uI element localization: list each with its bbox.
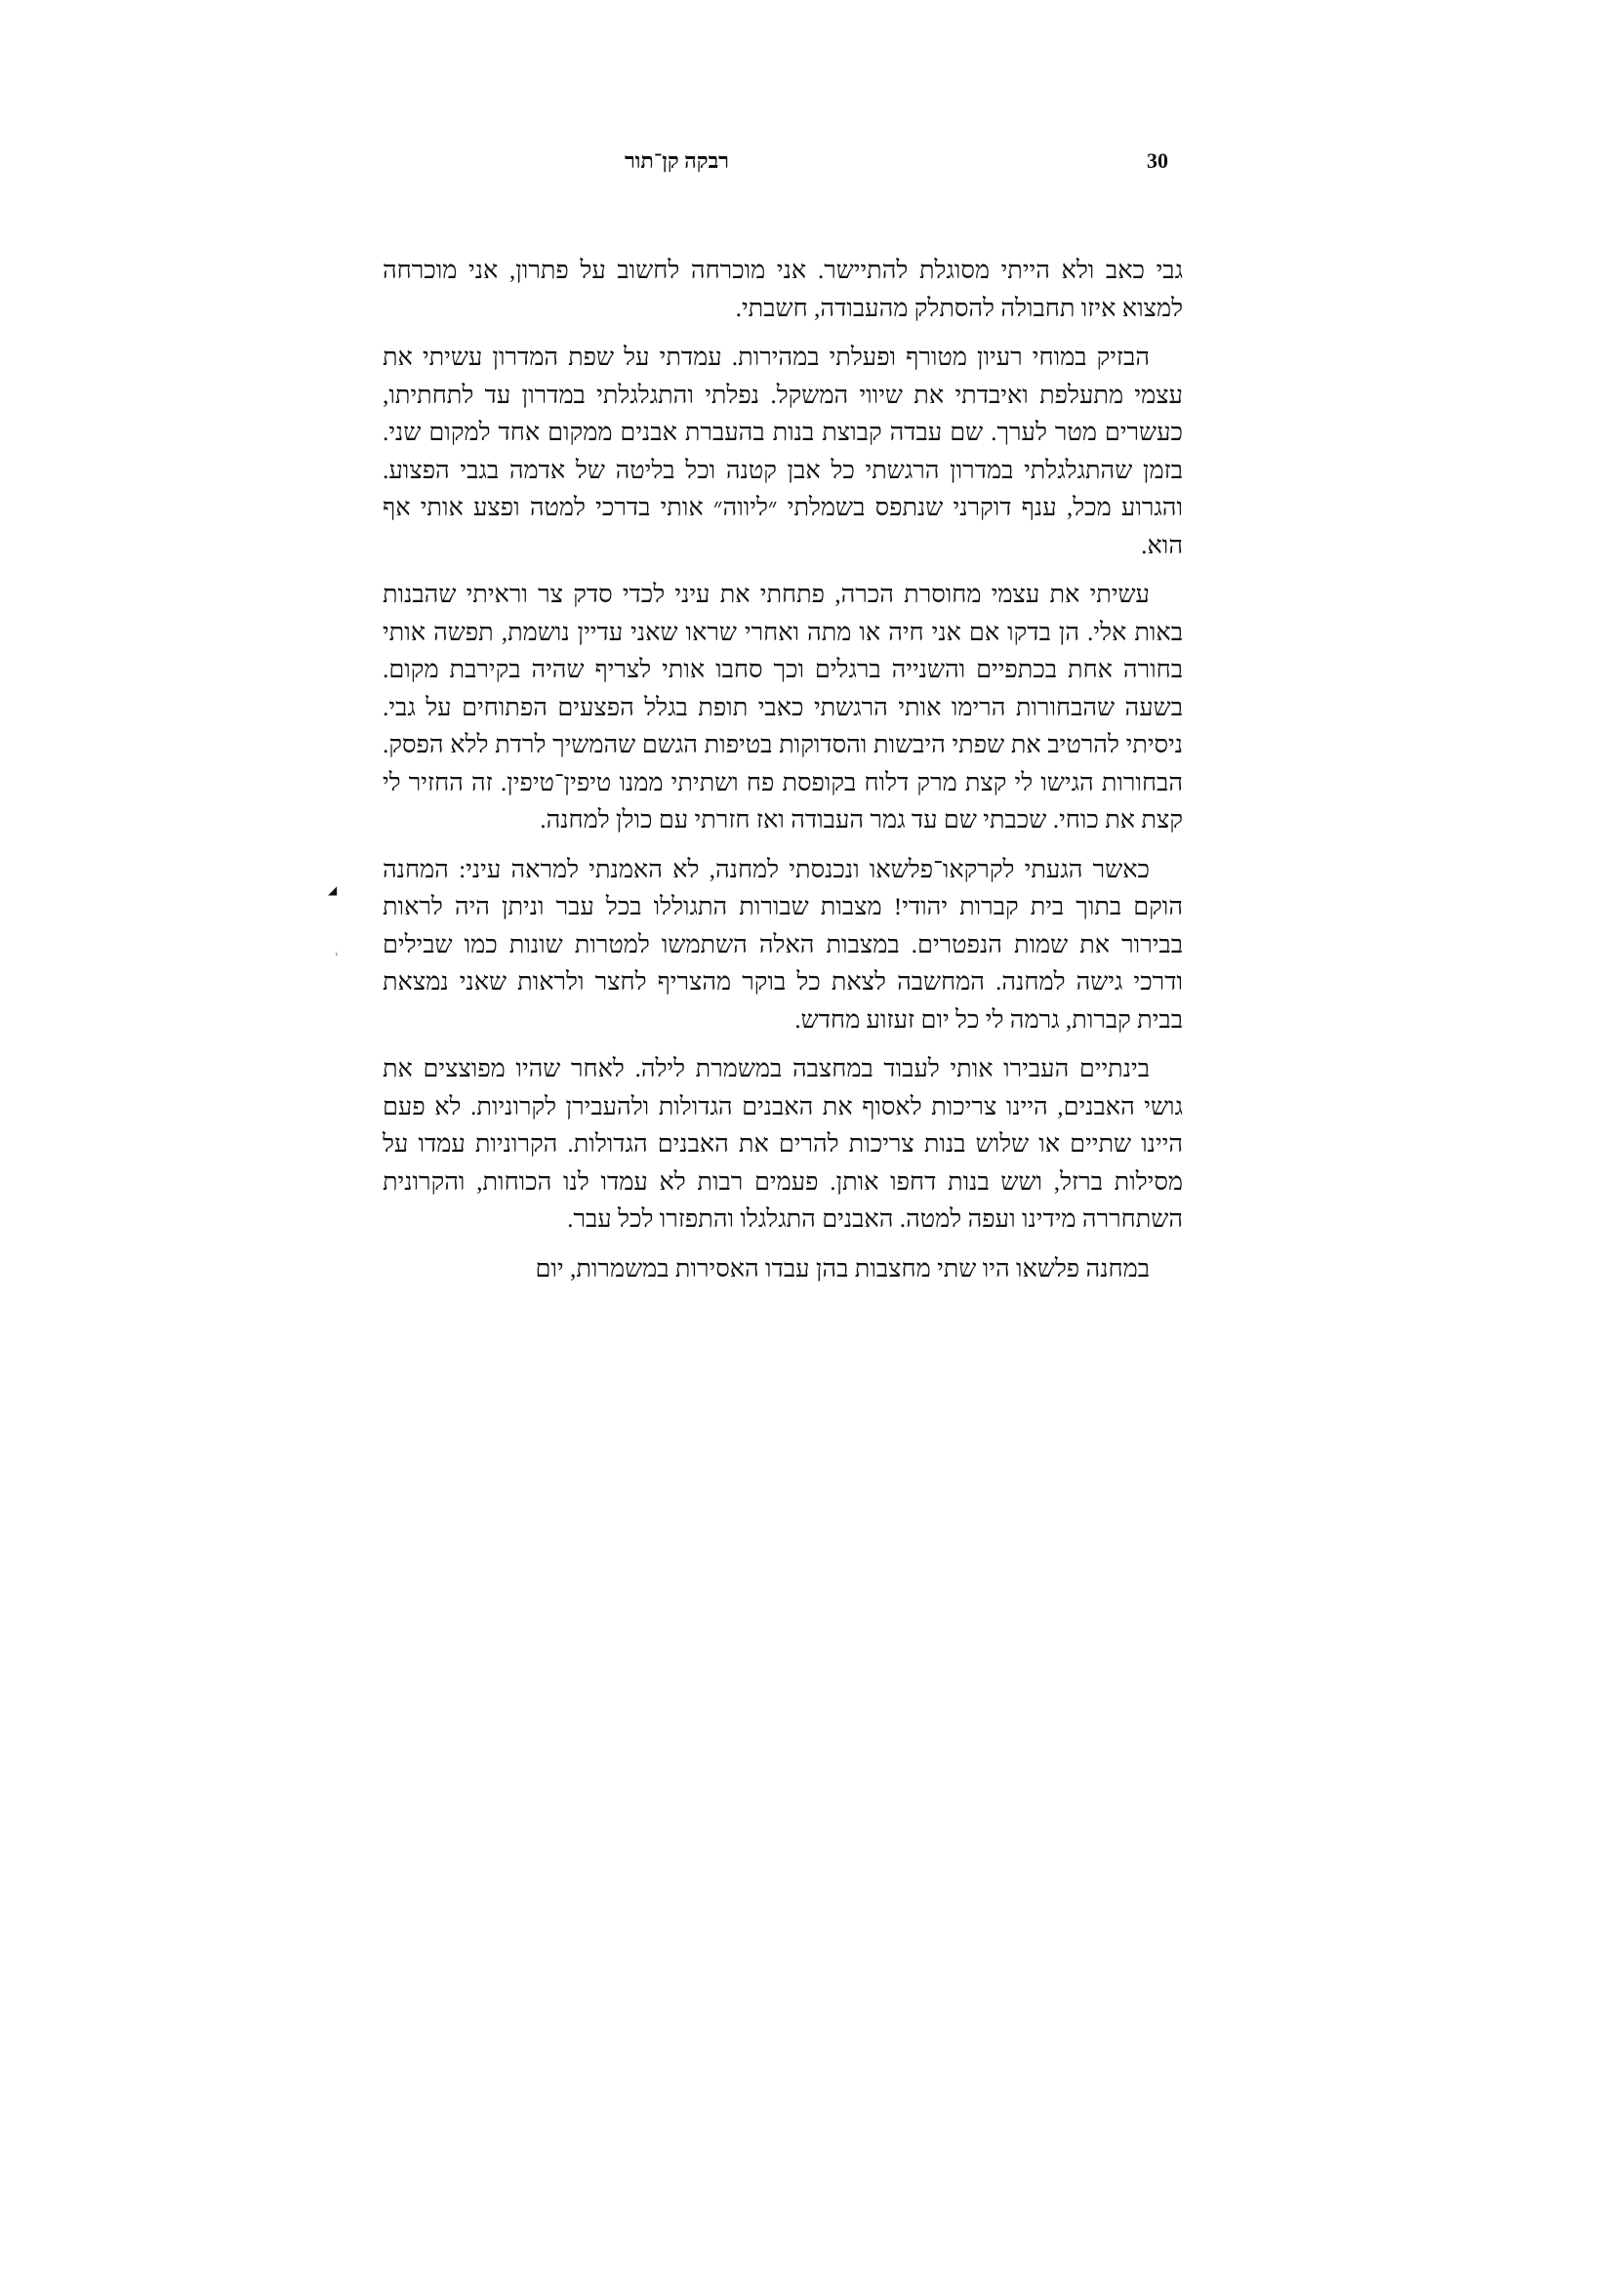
margin-arrow-mark: ◢ [328, 883, 338, 897]
page-header [390, 146, 1191, 185]
paragraph: גבי כאב ולא הייתי מסוגלת להתיישר. אני מוכרחה לחשוב על פתרון, אני מוכרחה למצוא איזו תחבולה להסתלק מהעבודה, חשבתי. [383, 256, 1183, 322]
running-head: רבקה קן־תור [625, 148, 729, 173]
paragraph: כאשר הגעתי לקרקאו־פלשאו ונכנסתי למחנה, לא האמנתי למראה עיני: המחנה הוקם בתוך בית קברות יהודי! מצבות שבורות התגוללו בכל עבר וניתן היה לראות בבירור את שמות הנפטרים. במצבות האלה השתמשו למטרות שונות כמו שבילים ודרכי גישה למחנה. המחשבה לצאת כל בוקר מהצריף לחצר ולראות שאני נמצאת בבית קברות, גרמה לי כל יום זעזוע מחדש. [383, 854, 1183, 1034]
body-text [383, 252, 1183, 1287]
margin-dot-mark: ⁱ [336, 951, 338, 960]
paragraph: במחנה פלשאו היו שתי מחצבות בהן עבדו האסירות במשמרות, יום [535, 1253, 1150, 1282]
paragraph: הבזיק במוחי רעיון מטורף ופעלתי במהירות. עמדתי על שפת המדרון עשיתי את עצמי מתעלפת ואיבדתי את שיווי המשקל. נפלתי והתגלגלתי במדרון עד לתחתיתו, כעשרים מטר לערך. שם עבדה קבוצת בנות בהעברת אבנים ממקום אחד למקום שני. בזמן שהתגלגלתי במדרון הרגשתי כל אבן קטנה וכל בליטה של אדמה בגבי הפצוע. והגרוע מכל, ענף דוקרני שנתפס בשמלתי ״ליווה״ אותי בדרכי למטה ופצע אותי אף הוא. [383, 343, 1183, 559]
paragraph: בינתיים העבירו אותי לעבוד במחצבה במשמרת לילה. לאחר שהיו מפוצצים את גושי האבנים, היינו צריכות לאסוף את האבנים הגדולות ולהעבירן לקרוניות. לא פעם היינו שתיים או שלוש בנות צריכות להרים את האבנים הגדולות. הקרוניות עמדו על מסילות ברזל, ושש בנות דחפו אותן. פעמים רבות לא עמדו לנו הכוחות, והקרונית השתחררה מידינו ועפה למטה. האבנים התגלגלו והתפזרו לכל עבר. [383, 1054, 1183, 1233]
page-number: 30 [1147, 148, 1168, 173]
paragraph: עשיתי את עצמי מחוסרת הכרה, פתחתי את עיני לכדי סדק צר וראיתי שהבנות באות אלי. הן בדקו אם אני חיה או מתה ואחרי שראו שאני עדיין נושמת, תפשה אותי בחורה אחת בכתפיים והשנייה ברגלים וכך סחבו אותי לצריף שהיה בקירבת מקום. בשעה שהבחורות הרימו אותי הרגשתי כאבי תופת בגלל הפצעים הפתוחים על גבי. ניסיתי להרטיב את שפתי היבשות והסדוקות בטיפות הגשם שהמשיך לרדת ללא הפסק. הבחורות הגישו לי קצת מרק דלוח בקופסת פח ושתיתי ממנו טיפין־טיפין. זה החזיר לי קצת את כוחי. שכבתי שם עד גמר העבודה ואז חזרתי עם כולן למחנה. [383, 580, 1183, 834]
